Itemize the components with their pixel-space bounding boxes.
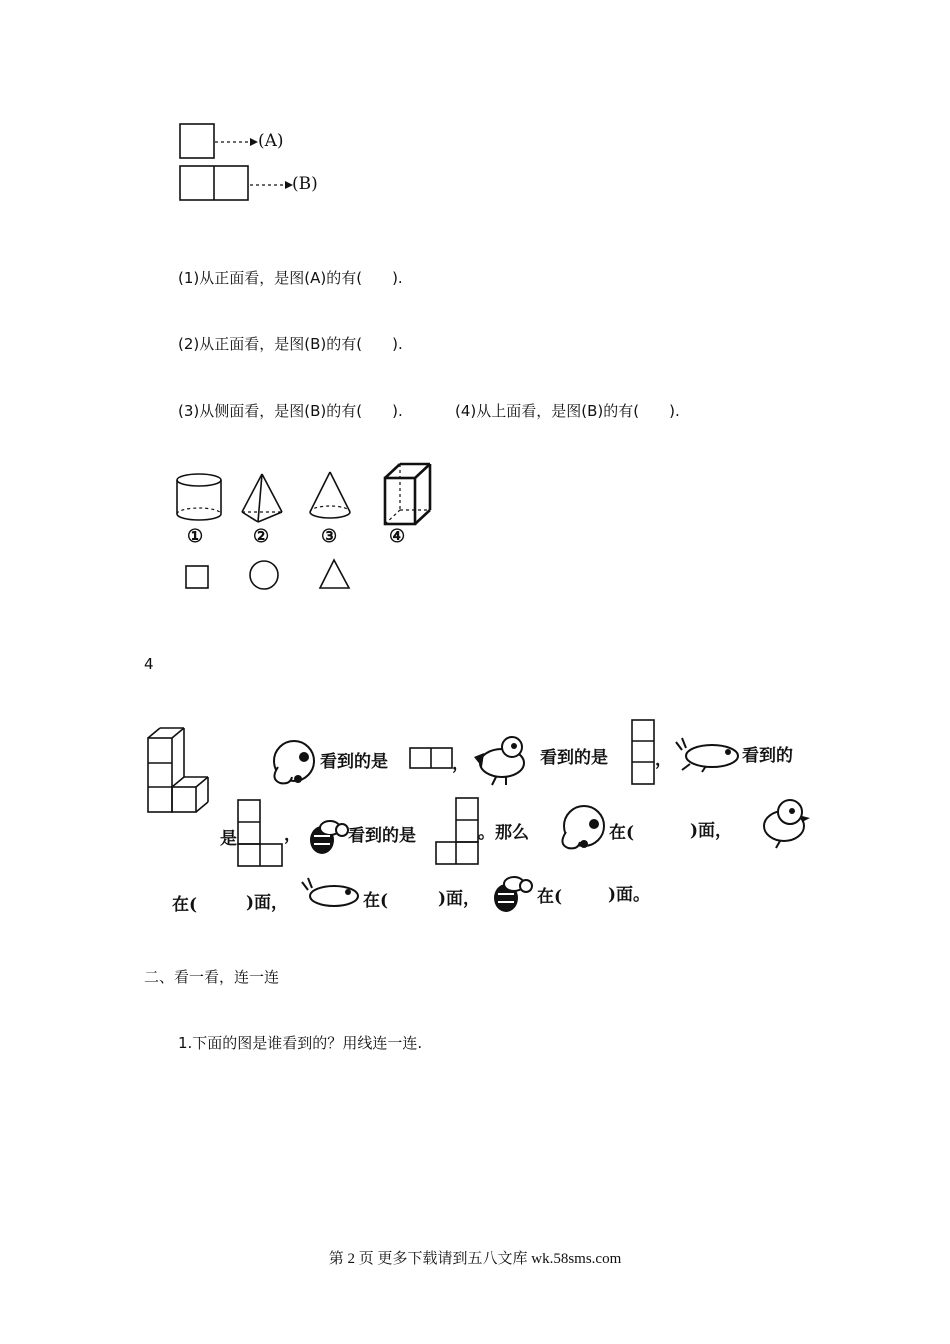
- question-4: (4)从上面看，是图(B)的有( ).: [455, 402, 680, 420]
- label-b: (B): [292, 174, 318, 194]
- question-1: (1)从正面看，是图(A)的有( ).: [178, 269, 403, 287]
- bird-icon-2: [764, 800, 810, 848]
- section-4-number: 4: [144, 655, 154, 673]
- puppy-icon-2: [562, 806, 604, 848]
- view-l-shape-2: [436, 798, 478, 864]
- comma-3: ，: [284, 825, 301, 845]
- page-footer: 第 2 页 更多下载请到五八文库 wk.58sms.com: [328, 1251, 622, 1267]
- is-text: 是: [220, 829, 237, 849]
- view-two-wide-shape: [410, 748, 452, 768]
- bee-icon-2: [494, 877, 532, 912]
- view-l-shape: [238, 800, 282, 866]
- rabbit-icon-2: [302, 878, 358, 906]
- period-then: 。那么: [478, 823, 529, 843]
- label-a: (A): [258, 131, 284, 151]
- seen-text-2: 看到的是: [540, 748, 608, 768]
- cube-stack-shape: [148, 728, 208, 812]
- question-2: (2)从正面看，是图(B)的有( ).: [178, 335, 403, 353]
- solid-label-1: ①: [187, 526, 204, 547]
- rabbit-icon-1: [676, 738, 738, 772]
- close-face-2: )面，: [246, 893, 289, 913]
- solid-label-2: ②: [253, 526, 270, 547]
- puppy-icon-1: [274, 741, 314, 783]
- seen-text-1: 看到的是: [320, 752, 388, 772]
- bird-icon-1: [474, 737, 524, 785]
- comma-1: ，: [452, 754, 469, 774]
- solid-label-4: ④: [389, 526, 406, 547]
- in-open-2: 在(: [172, 895, 198, 915]
- close-face-4: )面。: [608, 885, 651, 905]
- question-3: (3)从侧面看，是图(B)的有( ).: [178, 402, 403, 420]
- part-2-question-1: 1.下面的图是谁看到的？用线连一连.: [178, 1034, 423, 1052]
- view-two-tall-shape: [632, 720, 654, 784]
- solid-label-3: ③: [321, 526, 338, 547]
- in-open-1: 在(: [609, 823, 635, 843]
- comma-2: ，: [655, 750, 672, 770]
- in-open-4: 在(: [537, 887, 563, 907]
- seen-text-4: 看到的是: [348, 826, 416, 846]
- part-2-heading: 二、看一看，连一连: [144, 968, 280, 986]
- seen-prefix-3: 看到的: [742, 746, 793, 766]
- close-face-3: )面，: [438, 889, 481, 909]
- bee-icon-1: [310, 821, 348, 854]
- close-face-1: )面，: [690, 821, 733, 841]
- in-open-3: 在(: [363, 891, 389, 911]
